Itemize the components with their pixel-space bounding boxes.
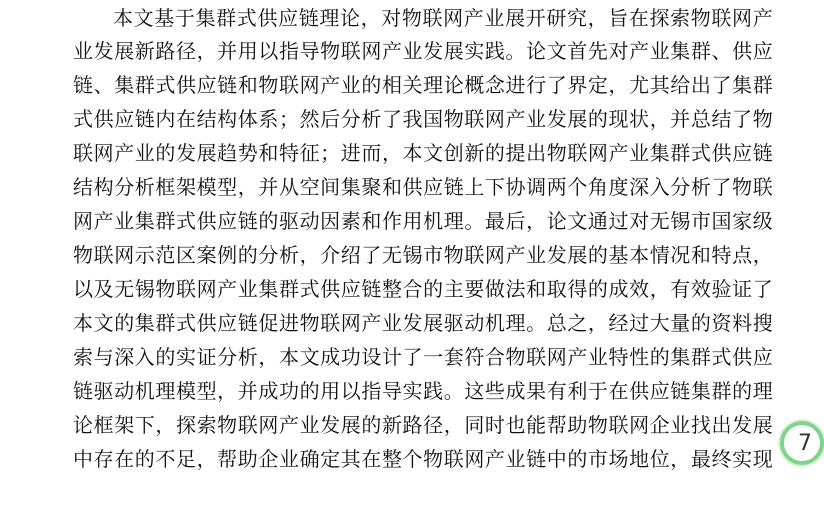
paragraph-line-2: 业发展新路径，并用以指导物联网产业发展实践。论文首先对产业集群、供应 (73, 39, 773, 63)
paragraph-line-13: 论框架下，探索物联网产业发展的新路径，同时也能帮助物联网企业找出发展 (73, 413, 773, 437)
paragraph-line-12: 链驱动机理模型，并成功的用以指导实践。这些成果有利于在供应链集群的理 (73, 379, 773, 403)
paragraph-line-10: 本文的集群式供应链促进物联网产业发展驱动机理。总之，经过大量的资料搜 (73, 311, 773, 335)
side-badge-text: 7 (798, 430, 812, 456)
paragraph-line-5: 联网产业的发展趋势和特征；进而，本文创新的提出物联网产业集群式供应链 (73, 141, 773, 165)
floating-side-badge[interactable] (780, 421, 824, 465)
paragraph-line-7: 网产业集群式供应链的驱动因素和作用机理。最后，论文通过对无锡市国家级 (73, 209, 773, 233)
paragraph-line-9: 以及无锡物联网产业集群式供应链整合的主要做法和取得的成效，有效验证了 (73, 277, 773, 301)
paragraph-line-1: 本文基于集群式供应链理论，对物联网产业展开研究，旨在探索物联网产 (113, 6, 773, 30)
paragraph-line-4: 式供应链内在结构体系；然后分析了我国物联网产业发展的现状，并总结了物 (73, 107, 773, 131)
paragraph-line-11: 索与深入的实证分析，本文成功设计了一套符合物联网产业特性的集群式供应 (73, 345, 773, 369)
paragraph-line-14: 中存在的不足，帮助企业确定其在整个物联网产业链中的市场地位，最终实现 (73, 447, 773, 471)
paragraph-line-3: 链、集群式供应链和物联网产业的相关理论概念进行了界定，尤其给出了集群 (73, 73, 773, 97)
paragraph-line-8: 物联网示范区案例的分析，介绍了无锡市物联网产业发展的基本情况和特点， (73, 243, 773, 267)
paragraph-line-6: 结构分析框架模型，并从空间集聚和供应链上下协调两个角度深入分析了物联 (73, 175, 773, 199)
